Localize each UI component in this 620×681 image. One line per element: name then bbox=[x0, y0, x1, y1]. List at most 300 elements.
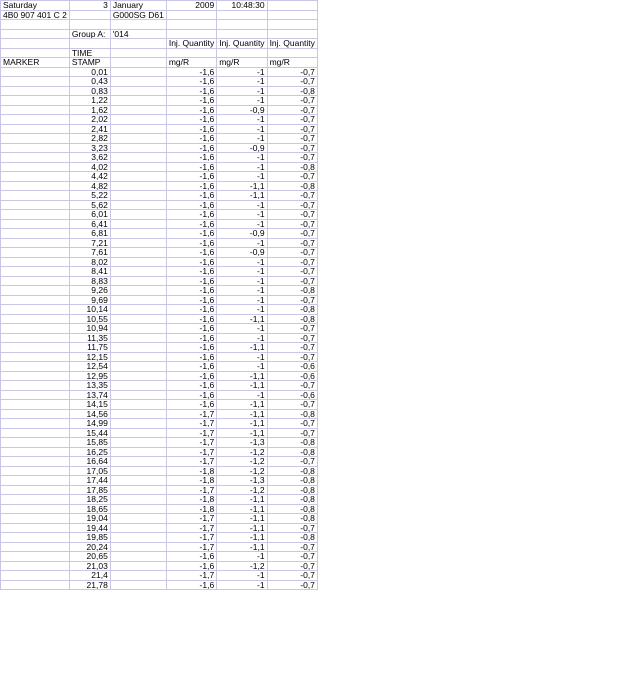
timestamp-cell[interactable]: 2,02 bbox=[69, 115, 110, 125]
value-cell[interactable]: -1,6 bbox=[166, 248, 216, 258]
marker-cell[interactable] bbox=[1, 219, 70, 229]
marker-cell[interactable] bbox=[1, 295, 70, 305]
value-cell[interactable]: -0,7 bbox=[267, 333, 317, 343]
timestamp-cell[interactable]: 10,14 bbox=[69, 305, 110, 315]
marker-cell[interactable] bbox=[1, 466, 70, 476]
marker-cell[interactable] bbox=[1, 381, 70, 391]
value-cell[interactable]: -0,7 bbox=[267, 419, 317, 429]
timestamp-cell[interactable]: 12,54 bbox=[69, 362, 110, 372]
value-cell[interactable]: -0,7 bbox=[267, 428, 317, 438]
timestamp-cell[interactable]: 11,75 bbox=[69, 343, 110, 353]
value-cell[interactable]: -1,6 bbox=[166, 153, 216, 163]
value-cell[interactable]: -1 bbox=[217, 362, 267, 372]
value-cell[interactable]: -0,7 bbox=[267, 124, 317, 134]
timestamp-cell[interactable]: 21,03 bbox=[69, 561, 110, 571]
value-cell[interactable]: -1,7 bbox=[166, 542, 216, 552]
value-cell[interactable]: -1,6 bbox=[166, 314, 216, 324]
value-cell[interactable]: -0,7 bbox=[267, 67, 317, 77]
value-cell[interactable]: -1,6 bbox=[166, 210, 216, 220]
value-cell[interactable]: -1,1 bbox=[217, 343, 267, 353]
timestamp-cell[interactable]: 4,82 bbox=[69, 181, 110, 191]
timestamp-cell[interactable]: 3,62 bbox=[69, 153, 110, 163]
empty-cell[interactable] bbox=[110, 67, 166, 77]
empty-cell[interactable] bbox=[110, 191, 166, 201]
timestamp-cell[interactable]: 8,41 bbox=[69, 267, 110, 277]
value-cell[interactable]: -0,7 bbox=[267, 343, 317, 353]
marker-cell[interactable] bbox=[1, 267, 70, 277]
timestamp-cell[interactable]: 14,99 bbox=[69, 419, 110, 429]
value-cell[interactable]: -1,6 bbox=[166, 295, 216, 305]
value-cell[interactable]: -1 bbox=[217, 67, 267, 77]
marker-cell[interactable] bbox=[1, 305, 70, 315]
timestamp-cell[interactable]: 7,61 bbox=[69, 248, 110, 258]
empty-cell[interactable] bbox=[110, 162, 166, 172]
marker-cell[interactable] bbox=[1, 200, 70, 210]
empty-cell[interactable] bbox=[110, 115, 166, 125]
header-cell[interactable] bbox=[1, 39, 70, 49]
empty-cell[interactable] bbox=[110, 552, 166, 562]
value-cell[interactable]: -0,8 bbox=[267, 314, 317, 324]
timestamp-cell[interactable]: 13,74 bbox=[69, 390, 110, 400]
value-cell[interactable]: -1,6 bbox=[166, 229, 216, 239]
value-cell[interactable]: -1,2 bbox=[217, 561, 267, 571]
marker-cell[interactable] bbox=[1, 561, 70, 571]
timestamp-cell[interactable]: 5,62 bbox=[69, 200, 110, 210]
marker-cell[interactable] bbox=[1, 400, 70, 410]
value-cell[interactable]: -1,6 bbox=[166, 200, 216, 210]
timestamp-cell[interactable]: 9,26 bbox=[69, 286, 110, 296]
marker-cell[interactable] bbox=[1, 390, 70, 400]
marker-cell[interactable] bbox=[1, 105, 70, 115]
value-cell[interactable]: -1,6 bbox=[166, 86, 216, 96]
value-cell[interactable]: -0,7 bbox=[267, 561, 317, 571]
value-cell[interactable]: -0,9 bbox=[217, 229, 267, 239]
value-cell[interactable]: -0,7 bbox=[267, 324, 317, 334]
marker-cell[interactable] bbox=[1, 153, 70, 163]
value-cell[interactable]: -1,1 bbox=[217, 419, 267, 429]
value-cell[interactable]: -1,6 bbox=[166, 134, 216, 144]
value-cell[interactable]: -1,3 bbox=[217, 476, 267, 486]
value-cell[interactable]: -1 bbox=[217, 352, 267, 362]
marker-cell[interactable] bbox=[1, 409, 70, 419]
value-cell[interactable]: -1 bbox=[217, 580, 267, 590]
header-cell[interactable] bbox=[267, 10, 317, 20]
header-cell[interactable] bbox=[166, 48, 216, 58]
header-cell[interactable]: STAMP bbox=[69, 58, 110, 68]
empty-cell[interactable] bbox=[110, 466, 166, 476]
empty-cell[interactable] bbox=[110, 400, 166, 410]
marker-cell[interactable] bbox=[1, 438, 70, 448]
empty-cell[interactable] bbox=[110, 200, 166, 210]
header-cell[interactable]: Inj. Quantity bbox=[166, 39, 216, 49]
empty-cell[interactable] bbox=[110, 77, 166, 87]
empty-cell[interactable] bbox=[110, 495, 166, 505]
timestamp-cell[interactable]: 12,15 bbox=[69, 352, 110, 362]
marker-cell[interactable] bbox=[1, 457, 70, 467]
value-cell[interactable]: -0,7 bbox=[267, 381, 317, 391]
value-cell[interactable]: -1,7 bbox=[166, 438, 216, 448]
marker-cell[interactable] bbox=[1, 371, 70, 381]
marker-cell[interactable] bbox=[1, 276, 70, 286]
marker-cell[interactable] bbox=[1, 485, 70, 495]
value-cell[interactable]: -1,1 bbox=[217, 314, 267, 324]
timestamp-cell[interactable]: 20,24 bbox=[69, 542, 110, 552]
value-cell[interactable]: -1,1 bbox=[217, 191, 267, 201]
empty-cell[interactable] bbox=[110, 257, 166, 267]
value-cell[interactable]: -1,6 bbox=[166, 580, 216, 590]
value-cell[interactable]: -1,7 bbox=[166, 533, 216, 543]
timestamp-cell[interactable]: 13,35 bbox=[69, 381, 110, 391]
marker-cell[interactable] bbox=[1, 447, 70, 457]
value-cell[interactable]: -1,1 bbox=[217, 533, 267, 543]
value-cell[interactable]: -1 bbox=[217, 238, 267, 248]
value-cell[interactable]: -1,6 bbox=[166, 362, 216, 372]
timestamp-cell[interactable]: 5,22 bbox=[69, 191, 110, 201]
value-cell[interactable]: -0,7 bbox=[267, 352, 317, 362]
empty-cell[interactable] bbox=[110, 276, 166, 286]
header-cell[interactable]: 4B0 907 401 C 2 bbox=[1, 10, 70, 20]
header-cell[interactable] bbox=[69, 20, 110, 30]
timestamp-cell[interactable]: 21,78 bbox=[69, 580, 110, 590]
empty-cell[interactable] bbox=[110, 447, 166, 457]
value-cell[interactable]: -1 bbox=[217, 162, 267, 172]
empty-cell[interactable] bbox=[110, 371, 166, 381]
marker-cell[interactable] bbox=[1, 314, 70, 324]
value-cell[interactable]: -0,8 bbox=[267, 514, 317, 524]
header-cell[interactable]: 10:48:30 bbox=[217, 1, 267, 11]
empty-cell[interactable] bbox=[110, 267, 166, 277]
timestamp-cell[interactable]: 17,05 bbox=[69, 466, 110, 476]
timestamp-cell[interactable]: 2,41 bbox=[69, 124, 110, 134]
marker-cell[interactable] bbox=[1, 571, 70, 581]
empty-cell[interactable] bbox=[110, 314, 166, 324]
value-cell[interactable]: -1,1 bbox=[217, 371, 267, 381]
empty-cell[interactable] bbox=[110, 504, 166, 514]
value-cell[interactable]: -1,6 bbox=[166, 181, 216, 191]
value-cell[interactable]: -1,6 bbox=[166, 115, 216, 125]
value-cell[interactable]: -0,7 bbox=[267, 523, 317, 533]
marker-cell[interactable] bbox=[1, 181, 70, 191]
value-cell[interactable]: -0,7 bbox=[267, 229, 317, 239]
empty-cell[interactable] bbox=[110, 305, 166, 315]
value-cell[interactable]: -1 bbox=[217, 324, 267, 334]
header-cell[interactable] bbox=[267, 1, 317, 11]
value-cell[interactable]: -1,6 bbox=[166, 390, 216, 400]
marker-cell[interactable] bbox=[1, 552, 70, 562]
header-cell[interactable]: Group A: bbox=[69, 29, 110, 39]
header-cell[interactable]: '014 bbox=[110, 29, 166, 39]
header-cell[interactable]: Inj. Quantity bbox=[267, 39, 317, 49]
value-cell[interactable]: -1,6 bbox=[166, 561, 216, 571]
timestamp-cell[interactable]: 1,62 bbox=[69, 105, 110, 115]
empty-cell[interactable] bbox=[110, 409, 166, 419]
value-cell[interactable]: -0,9 bbox=[217, 143, 267, 153]
value-cell[interactable]: -1,6 bbox=[166, 77, 216, 87]
header-cell[interactable] bbox=[69, 39, 110, 49]
value-cell[interactable]: -0,8 bbox=[267, 447, 317, 457]
value-cell[interactable]: -1,1 bbox=[217, 523, 267, 533]
timestamp-cell[interactable]: 15,85 bbox=[69, 438, 110, 448]
marker-cell[interactable] bbox=[1, 476, 70, 486]
value-cell[interactable]: -1 bbox=[217, 77, 267, 87]
marker-cell[interactable] bbox=[1, 248, 70, 258]
timestamp-cell[interactable]: 18,25 bbox=[69, 495, 110, 505]
value-cell[interactable]: -1,7 bbox=[166, 571, 216, 581]
value-cell[interactable]: -1,6 bbox=[166, 276, 216, 286]
value-cell[interactable]: -1,7 bbox=[166, 428, 216, 438]
timestamp-cell[interactable]: 16,64 bbox=[69, 457, 110, 467]
empty-cell[interactable] bbox=[110, 580, 166, 590]
empty-cell[interactable] bbox=[110, 533, 166, 543]
value-cell[interactable]: -1,1 bbox=[217, 495, 267, 505]
marker-cell[interactable] bbox=[1, 77, 70, 87]
timestamp-cell[interactable]: 4,02 bbox=[69, 162, 110, 172]
header-cell[interactable] bbox=[166, 20, 216, 30]
value-cell[interactable]: -0,8 bbox=[267, 533, 317, 543]
value-cell[interactable]: -1,1 bbox=[217, 504, 267, 514]
value-cell[interactable]: -1,6 bbox=[166, 552, 216, 562]
header-cell[interactable]: mg/R bbox=[217, 58, 267, 68]
value-cell[interactable]: -0,7 bbox=[267, 96, 317, 106]
value-cell[interactable]: -1,6 bbox=[166, 257, 216, 267]
empty-cell[interactable] bbox=[110, 124, 166, 134]
value-cell[interactable]: -1,2 bbox=[217, 447, 267, 457]
value-cell[interactable]: -0,8 bbox=[267, 438, 317, 448]
empty-cell[interactable] bbox=[110, 172, 166, 182]
empty-cell[interactable] bbox=[110, 542, 166, 552]
value-cell[interactable]: -1,8 bbox=[166, 504, 216, 514]
empty-cell[interactable] bbox=[110, 86, 166, 96]
value-cell[interactable]: -1,7 bbox=[166, 457, 216, 467]
value-cell[interactable]: -1,6 bbox=[166, 238, 216, 248]
value-cell[interactable]: -1,6 bbox=[166, 172, 216, 182]
value-cell[interactable]: -1,6 bbox=[166, 324, 216, 334]
timestamp-cell[interactable]: 8,83 bbox=[69, 276, 110, 286]
timestamp-cell[interactable]: 10,94 bbox=[69, 324, 110, 334]
marker-cell[interactable] bbox=[1, 333, 70, 343]
value-cell[interactable]: -1,7 bbox=[166, 514, 216, 524]
value-cell[interactable]: -1 bbox=[217, 276, 267, 286]
value-cell[interactable]: -0,7 bbox=[267, 219, 317, 229]
value-cell[interactable]: -1,7 bbox=[166, 523, 216, 533]
value-cell[interactable]: -1,1 bbox=[217, 381, 267, 391]
empty-cell[interactable] bbox=[110, 333, 166, 343]
value-cell[interactable]: -1 bbox=[217, 210, 267, 220]
empty-cell[interactable] bbox=[110, 96, 166, 106]
value-cell[interactable]: -1 bbox=[217, 172, 267, 182]
timestamp-cell[interactable]: 7,21 bbox=[69, 238, 110, 248]
value-cell[interactable]: -0,8 bbox=[267, 466, 317, 476]
value-cell[interactable]: -1 bbox=[217, 295, 267, 305]
marker-cell[interactable] bbox=[1, 115, 70, 125]
value-cell[interactable]: -0,7 bbox=[267, 172, 317, 182]
timestamp-cell[interactable]: 9,69 bbox=[69, 295, 110, 305]
header-cell[interactable] bbox=[110, 20, 166, 30]
value-cell[interactable]: -1 bbox=[217, 115, 267, 125]
value-cell[interactable]: -1,8 bbox=[166, 466, 216, 476]
marker-cell[interactable] bbox=[1, 191, 70, 201]
value-cell[interactable]: -1,6 bbox=[166, 162, 216, 172]
value-cell[interactable]: -1,6 bbox=[166, 352, 216, 362]
empty-cell[interactable] bbox=[110, 105, 166, 115]
value-cell[interactable]: -1,6 bbox=[166, 286, 216, 296]
empty-cell[interactable] bbox=[110, 352, 166, 362]
value-cell[interactable]: -1 bbox=[217, 552, 267, 562]
value-cell[interactable]: -1,6 bbox=[166, 400, 216, 410]
empty-cell[interactable] bbox=[110, 485, 166, 495]
marker-cell[interactable] bbox=[1, 324, 70, 334]
marker-cell[interactable] bbox=[1, 96, 70, 106]
value-cell[interactable]: -0,7 bbox=[267, 200, 317, 210]
header-cell[interactable] bbox=[69, 10, 110, 20]
empty-cell[interactable] bbox=[110, 219, 166, 229]
value-cell[interactable]: -1,6 bbox=[166, 191, 216, 201]
marker-cell[interactable] bbox=[1, 67, 70, 77]
value-cell[interactable]: -0,8 bbox=[267, 286, 317, 296]
value-cell[interactable]: -0,8 bbox=[267, 162, 317, 172]
value-cell[interactable]: -1,6 bbox=[166, 333, 216, 343]
timestamp-cell[interactable]: 0,83 bbox=[69, 86, 110, 96]
value-cell[interactable]: -1,6 bbox=[166, 124, 216, 134]
value-cell[interactable]: -0,8 bbox=[267, 409, 317, 419]
value-cell[interactable]: -0,7 bbox=[267, 267, 317, 277]
value-cell[interactable]: -1 bbox=[217, 134, 267, 144]
timestamp-cell[interactable]: 6,81 bbox=[69, 229, 110, 239]
timestamp-cell[interactable]: 19,44 bbox=[69, 523, 110, 533]
empty-cell[interactable] bbox=[110, 295, 166, 305]
header-cell[interactable]: TIME bbox=[69, 48, 110, 58]
header-cell[interactable] bbox=[267, 29, 317, 39]
empty-cell[interactable] bbox=[110, 381, 166, 391]
empty-cell[interactable] bbox=[110, 229, 166, 239]
value-cell[interactable]: -0,8 bbox=[267, 485, 317, 495]
timestamp-cell[interactable]: 21,4 bbox=[69, 571, 110, 581]
marker-cell[interactable] bbox=[1, 162, 70, 172]
timestamp-cell[interactable]: 19,85 bbox=[69, 533, 110, 543]
value-cell[interactable]: -1 bbox=[217, 96, 267, 106]
header-cell[interactable]: Inj. Quantity bbox=[217, 39, 267, 49]
value-cell[interactable]: -1 bbox=[217, 153, 267, 163]
value-cell[interactable]: -0,8 bbox=[267, 181, 317, 191]
header-cell[interactable] bbox=[1, 29, 70, 39]
empty-cell[interactable] bbox=[110, 286, 166, 296]
marker-cell[interactable] bbox=[1, 257, 70, 267]
value-cell[interactable]: -1,6 bbox=[166, 381, 216, 391]
marker-cell[interactable] bbox=[1, 542, 70, 552]
empty-cell[interactable] bbox=[110, 476, 166, 486]
value-cell[interactable]: -1,6 bbox=[166, 96, 216, 106]
marker-cell[interactable] bbox=[1, 124, 70, 134]
marker-cell[interactable] bbox=[1, 419, 70, 429]
value-cell[interactable]: -1,8 bbox=[166, 476, 216, 486]
value-cell[interactable]: -0,7 bbox=[267, 210, 317, 220]
value-cell[interactable]: -1 bbox=[217, 257, 267, 267]
header-cell[interactable]: mg/R bbox=[166, 58, 216, 68]
marker-cell[interactable] bbox=[1, 533, 70, 543]
marker-cell[interactable] bbox=[1, 343, 70, 353]
value-cell[interactable]: -1 bbox=[217, 571, 267, 581]
value-cell[interactable]: -1,1 bbox=[217, 409, 267, 419]
timestamp-cell[interactable]: 10,55 bbox=[69, 314, 110, 324]
marker-cell[interactable] bbox=[1, 504, 70, 514]
value-cell[interactable]: -0,7 bbox=[267, 457, 317, 467]
empty-cell[interactable] bbox=[110, 523, 166, 533]
timestamp-cell[interactable]: 4,42 bbox=[69, 172, 110, 182]
timestamp-cell[interactable]: 2,82 bbox=[69, 134, 110, 144]
value-cell[interactable]: -1,1 bbox=[217, 542, 267, 552]
empty-cell[interactable] bbox=[110, 153, 166, 163]
timestamp-cell[interactable]: 14,15 bbox=[69, 400, 110, 410]
value-cell[interactable]: -1,7 bbox=[166, 419, 216, 429]
value-cell[interactable]: -0,7 bbox=[267, 400, 317, 410]
header-cell[interactable] bbox=[267, 48, 317, 58]
value-cell[interactable]: -1 bbox=[217, 219, 267, 229]
timestamp-cell[interactable]: 19,04 bbox=[69, 514, 110, 524]
value-cell[interactable]: -1,7 bbox=[166, 447, 216, 457]
empty-cell[interactable] bbox=[110, 390, 166, 400]
header-cell[interactable] bbox=[110, 58, 166, 68]
marker-cell[interactable] bbox=[1, 286, 70, 296]
timestamp-cell[interactable]: 8,02 bbox=[69, 257, 110, 267]
empty-cell[interactable] bbox=[110, 428, 166, 438]
empty-cell[interactable] bbox=[110, 419, 166, 429]
value-cell[interactable]: -1 bbox=[217, 286, 267, 296]
marker-cell[interactable] bbox=[1, 362, 70, 372]
value-cell[interactable]: -1 bbox=[217, 267, 267, 277]
value-cell[interactable]: -0,7 bbox=[267, 580, 317, 590]
value-cell[interactable]: -1,1 bbox=[217, 428, 267, 438]
marker-cell[interactable] bbox=[1, 495, 70, 505]
timestamp-cell[interactable]: 18,65 bbox=[69, 504, 110, 514]
value-cell[interactable]: -1 bbox=[217, 305, 267, 315]
timestamp-cell[interactable]: 0,43 bbox=[69, 77, 110, 87]
value-cell[interactable]: -0,8 bbox=[267, 86, 317, 96]
empty-cell[interactable] bbox=[110, 438, 166, 448]
header-cell[interactable] bbox=[1, 20, 70, 30]
header-cell[interactable] bbox=[217, 10, 267, 20]
timestamp-cell[interactable]: 17,85 bbox=[69, 485, 110, 495]
value-cell[interactable]: -1,6 bbox=[166, 343, 216, 353]
timestamp-cell[interactable]: 0,01 bbox=[69, 67, 110, 77]
empty-cell[interactable] bbox=[110, 362, 166, 372]
header-cell[interactable]: January bbox=[110, 1, 166, 11]
value-cell[interactable]: -0,7 bbox=[267, 295, 317, 305]
empty-cell[interactable] bbox=[110, 238, 166, 248]
value-cell[interactable]: -1,1 bbox=[217, 514, 267, 524]
value-cell[interactable]: -1 bbox=[217, 333, 267, 343]
empty-cell[interactable] bbox=[110, 514, 166, 524]
timestamp-cell[interactable]: 15,44 bbox=[69, 428, 110, 438]
value-cell[interactable]: -1,6 bbox=[166, 105, 216, 115]
value-cell[interactable]: -1,6 bbox=[166, 371, 216, 381]
empty-cell[interactable] bbox=[110, 343, 166, 353]
header-cell[interactable] bbox=[110, 39, 166, 49]
marker-cell[interactable] bbox=[1, 580, 70, 590]
timestamp-cell[interactable]: 12,95 bbox=[69, 371, 110, 381]
header-cell[interactable] bbox=[217, 20, 267, 30]
empty-cell[interactable] bbox=[110, 134, 166, 144]
header-cell[interactable]: 3 bbox=[69, 1, 110, 11]
value-cell[interactable]: -0,6 bbox=[267, 371, 317, 381]
value-cell[interactable]: -0,7 bbox=[267, 571, 317, 581]
value-cell[interactable]: -0,7 bbox=[267, 115, 317, 125]
marker-cell[interactable] bbox=[1, 134, 70, 144]
value-cell[interactable]: -0,6 bbox=[267, 390, 317, 400]
marker-cell[interactable] bbox=[1, 172, 70, 182]
value-cell[interactable]: -1,3 bbox=[217, 438, 267, 448]
value-cell[interactable]: -0,7 bbox=[267, 276, 317, 286]
value-cell[interactable]: -0,9 bbox=[217, 248, 267, 258]
